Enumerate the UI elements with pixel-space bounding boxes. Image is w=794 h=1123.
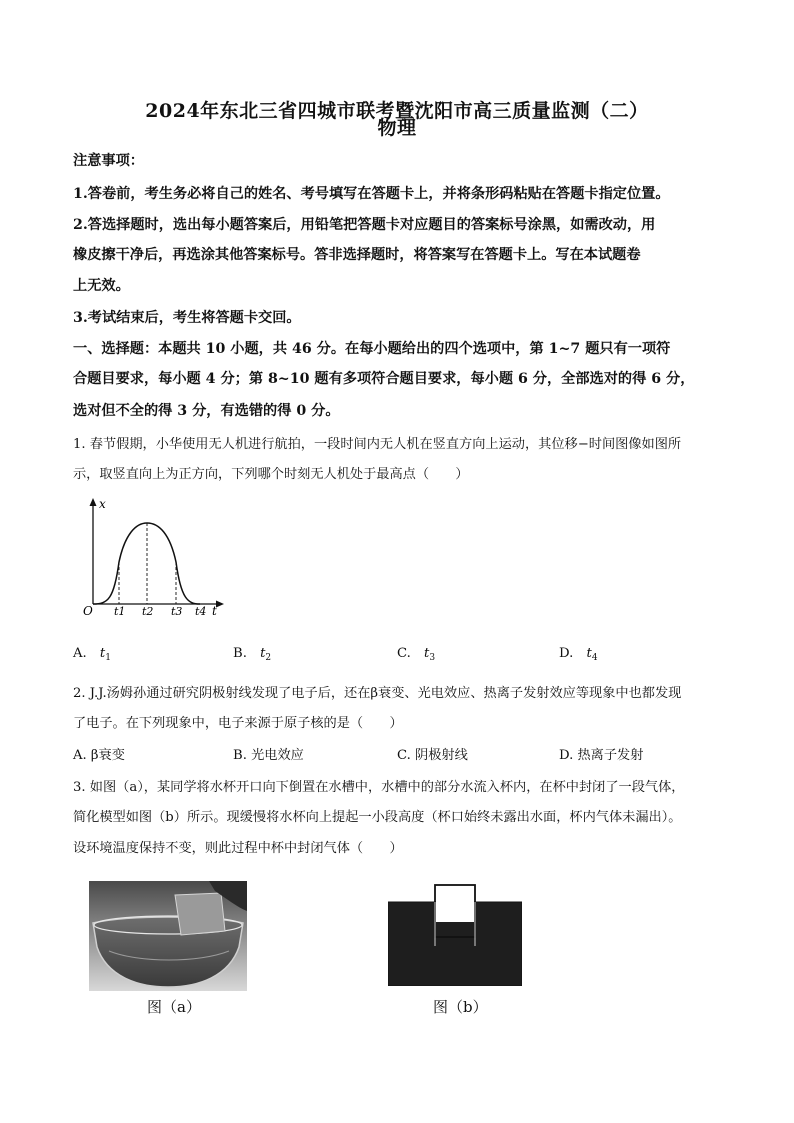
question-3-line-3: 设环境温度保持不变，则此过程中杯中封闭气体（ ） bbox=[73, 841, 403, 856]
q2-option-a[interactable]: A. β衰变 bbox=[73, 748, 125, 763]
option-letter: A. bbox=[73, 646, 87, 661]
origin-label: O bbox=[83, 604, 93, 618]
inverted-cup bbox=[175, 893, 225, 935]
displacement-curve bbox=[93, 523, 200, 604]
note-item-2-line-1: 2.答选择题时，选出每小题答案后，用铅笔把答题卡对应题目的答案标号涂黑，如需改动，用 bbox=[73, 217, 656, 233]
section-1-intro-line-3: 选对但不全的得 3 分，有选错的得 0 分。 bbox=[73, 403, 340, 419]
subject-title: 物理 bbox=[377, 117, 417, 139]
question-1-line-1: 1. 春节假期，小华使用无人机进行航拍，一段时间内无人机在竖直方向上运动，其位移−时间图像如图所 bbox=[73, 437, 682, 452]
figure-a-caption: 图（a） bbox=[147, 998, 201, 1016]
figure-a-photo bbox=[89, 881, 247, 991]
question-3-line-1: 3. 如图（a），某同学将水杯开口向下倒置在水槽中，水槽中的部分水流入杯内，在杯中封闭了一段气体， bbox=[73, 780, 685, 795]
tick-label-t4: t4 bbox=[195, 605, 207, 618]
option-variable: t bbox=[424, 646, 430, 661]
displacement-time-graph bbox=[80, 494, 230, 620]
tick-label-t3: t3 bbox=[171, 605, 183, 618]
option-subscript: 1 bbox=[105, 653, 111, 663]
q1-option-b[interactable] bbox=[233, 646, 271, 663]
note-item-1: 1.答卷前，考生务必将自己的姓名、考号填写在答题卡上，并将条形码粘贴在答题卡指定位置。 bbox=[73, 186, 670, 202]
question-1-line-2: 示，取竖直向上为正方向，下列哪个时刻无人机处于最高点（ ） bbox=[73, 467, 469, 482]
figure-b-diagram bbox=[388, 884, 522, 986]
y-axis-label: x bbox=[99, 497, 106, 511]
section-1-intro-line-2: 合题目要求，每小题 4 分；第 8~10 题有多项符合题目要求，每小题 6 分，全部选对的得 6 分， bbox=[73, 371, 695, 387]
x-axis-label: t bbox=[212, 604, 217, 618]
q2-option-c[interactable]: C. 阴极射线 bbox=[397, 748, 468, 763]
option-variable: t bbox=[260, 646, 266, 661]
option-letter: D. bbox=[559, 646, 574, 661]
option-subscript: 2 bbox=[265, 653, 272, 663]
option-subscript: 4 bbox=[591, 653, 598, 663]
section-1-intro-line-1: 一、选择题：本题共 10 小题，共 46 分。在每小题给出的四个选项中，第 1~7 题只有一项符 bbox=[73, 341, 671, 357]
q1-option-c[interactable] bbox=[397, 646, 435, 663]
option-subscript: 3 bbox=[429, 653, 436, 663]
option-letter: B. bbox=[233, 646, 247, 661]
question-2-line-1: 2. J.J.汤姆孙通过研究阴极射线发现了电子后，还在β衰变、光电效应、热离子发射效应等现象中也都发现 bbox=[73, 686, 682, 701]
question-3-line-2: 简化模型如图（b）所示。现缓慢将水杯向上提起一小段高度（杯口始终未露出水面，杯内气体未漏出）。 bbox=[73, 810, 682, 825]
option-variable: t bbox=[99, 646, 106, 661]
q2-option-b[interactable]: B. 光电效应 bbox=[233, 748, 304, 763]
x-axis-arrow bbox=[216, 601, 224, 608]
q2-option-d[interactable]: D. 热离子发射 bbox=[559, 748, 644, 763]
note-item-2-line-3: 上无效。 bbox=[73, 278, 130, 294]
y-axis-arrow bbox=[90, 498, 97, 506]
exam-title: 2024年东北三省四城市联考暨沈阳市高三质量监测（二） bbox=[145, 100, 649, 122]
trapped-gas bbox=[436, 886, 474, 922]
notes-heading: 注意事项： bbox=[73, 153, 144, 169]
note-item-3: 3.考试结束后，考生将答题卡交回。 bbox=[73, 310, 301, 326]
q1-option-a[interactable] bbox=[73, 646, 111, 663]
q1-option-d[interactable] bbox=[559, 646, 598, 663]
option-variable: t bbox=[586, 646, 592, 661]
figure-b-caption: 图（b） bbox=[433, 998, 488, 1016]
option-letter: C. bbox=[397, 646, 411, 661]
note-item-2-line-2: 橡皮擦干净后，再选涂其他答案标号。答非选择题时，将答案写在答题卡上。写在本试题卷 bbox=[73, 247, 641, 263]
tick-label-t1: t1 bbox=[114, 605, 126, 618]
tick-label-t2: t2 bbox=[142, 605, 154, 618]
question-2-line-2: 了电子。在下列现象中，电子来源于原子核的是（ ） bbox=[73, 716, 403, 731]
